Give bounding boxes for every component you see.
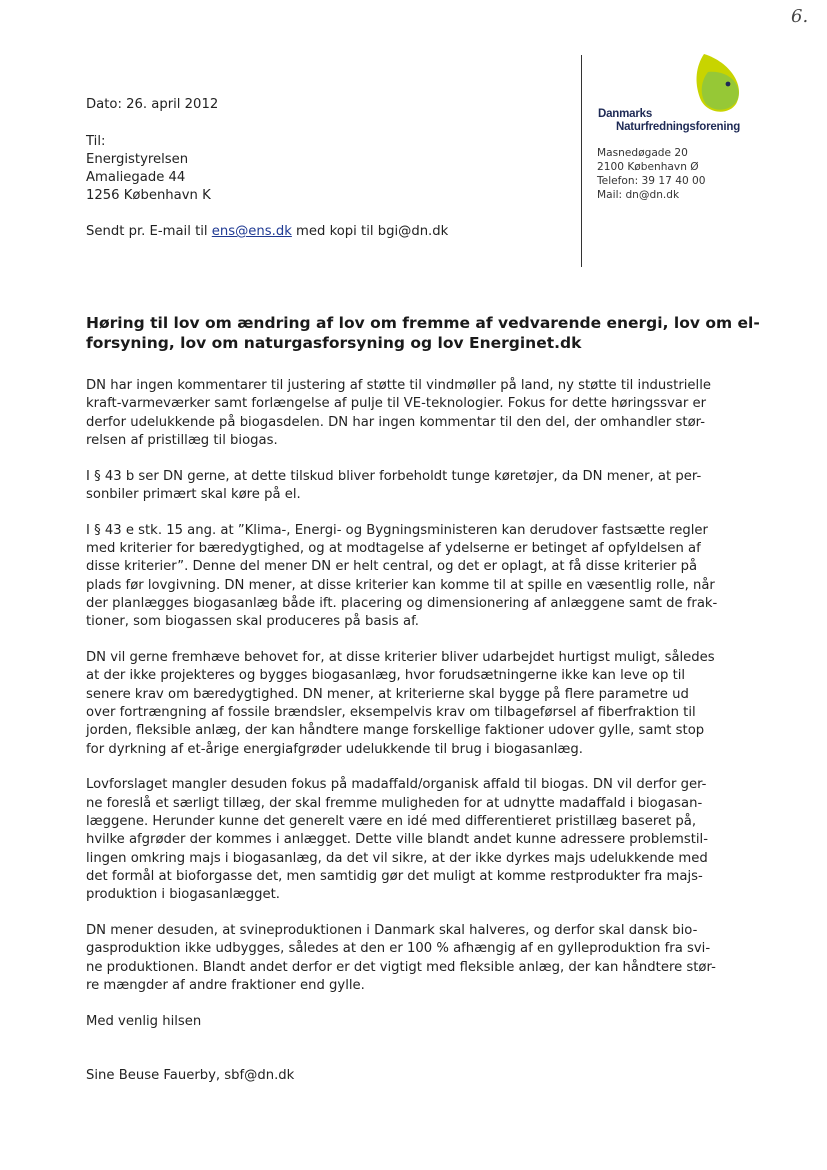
- title-line: forsyning, lov om naturgasforsyning og lov Energinet.dk: [86, 334, 582, 352]
- letter-body: [86, 377, 768, 1103]
- recipient-to-label: Til:: [86, 134, 106, 149]
- text-line: DN mener desuden, at svineproduktionen i Danmark skal halveres, og derfor skal dansk bio-: [86, 922, 698, 938]
- text-line: med kriterier for bæredygtighed, og at modtagelse af ydelserne er betinget af opfyldelsen af: [86, 541, 701, 557]
- text-line: der planlægges biogasanlæg både ift. placering og dimensionering af anlæggene samt de frak-: [86, 595, 718, 611]
- organization-name-line1: Danmarks: [598, 108, 653, 120]
- text-line: jorden, fleksible anlæg, der kan håndtere mange forskellige faktioner udover gylle, samt stop: [86, 723, 705, 739]
- paragraph: [86, 922, 768, 995]
- text-line: hvilke afgrøder der kommes i anlægget. Dette ville blandt andet kunne adressere problemstil-: [86, 832, 708, 848]
- organization-mail: Mail: dn@dn.dk: [597, 189, 680, 201]
- organization-city: 2100 København Ø: [597, 161, 699, 173]
- text-line: produktion i biogasanlægget.: [86, 887, 280, 903]
- text-line: det formål at bioforgasse det, men samtidig gør det muligt at komme restprodukter fra majs-: [86, 868, 703, 884]
- date-line: Dato: 26. april 2012: [86, 97, 219, 112]
- text-line: ne produktionen. Blandt andet derfor er det vigtigt med fleksible anlæg, der kan håndtere stør-: [86, 959, 716, 975]
- organization-address: Masnedøgade 20: [597, 147, 688, 159]
- email-link[interactable]: ens@ens.dk: [211, 224, 292, 239]
- recipient-block: [86, 133, 211, 205]
- text-line: over fortrængning af fossile brændsler, eksempelvis krav om tilbageførsel af fiberfraktion til: [86, 704, 696, 720]
- closing: Med venlig hilsen: [86, 1013, 202, 1029]
- text-line: Lovforslaget mangler desuden fokus på madaffald/organisk affald til biogas. DN vil derfor ger-: [86, 777, 707, 793]
- text-line: læggene. Herunder kunne det generelt være en idé med differentieret pristillæg baseret på,: [86, 813, 697, 829]
- text-line: DN har ingen kommentarer til justering af støtte til vindmøller på land, ny støtte til industrielle: [86, 378, 711, 393]
- recipient-name: Energistyrelsen: [86, 152, 189, 167]
- letter-title: [86, 313, 766, 353]
- paragraph: [86, 776, 768, 904]
- organization-contact: [597, 146, 706, 202]
- text-line: ne foreslå et særligt tillæg, der skal fremme muligheden for at udnytte madaffald i biogasan-: [86, 795, 703, 811]
- signature: Sine Beuse Fauerby, sbf@dn.dk: [86, 1067, 295, 1083]
- sent-suffix: med kopi til bgi@dn.dk: [291, 224, 449, 239]
- paragraph: [86, 522, 768, 632]
- text-line: disse kriterier”. Denne del mener DN er helt central, og det er oplagt, at få disse kriterier på: [86, 559, 698, 575]
- sent-line: [86, 223, 448, 241]
- text-line: at der ikke projekteres og bygges biogasanlæg, hvor forudsætningerne ikke kan leve op til: [86, 668, 686, 684]
- organization-name: [598, 108, 740, 134]
- text-line: gasproduktion ikke udbygges, således at den er 100 % afhængig af en gylleproduktion fra svi-: [86, 941, 711, 957]
- paragraph: [86, 649, 768, 759]
- text-line: tioner, som biogassen skal produceres på basis af.: [86, 614, 419, 630]
- text-line: for dyrkning af et-årige energiafgrøder udelukkende til brug i biogasanlæg.: [86, 741, 583, 757]
- recipient-street: Amaliegade 44: [86, 170, 186, 185]
- text-line: re mængder af andre fraktioner end gylle.: [86, 977, 365, 993]
- organization-name-line2: Naturfredningsforening: [616, 121, 741, 133]
- paragraph: [86, 377, 768, 450]
- text-line: plads før lovgivning. DN mener, at disse kriterier kan komme til at spille en væsentlig rolle, når: [86, 577, 715, 593]
- text-line: DN vil gerne fremhæve behovet for, at disse kriterier bliver udarbejdet hurtigst muligt, således: [86, 650, 715, 666]
- text-line: lingen omkring majs i biogasanlæg, da det vil sikre, at der ikke dyrkes majs udelukkende med: [86, 850, 708, 866]
- text-line: I § 43 e stk. 15 ang. at ”Klima-, Energi- og Bygningsministeren kan derudover fastsætte regler: [86, 522, 708, 538]
- organization-phone: Telefon: 39 17 40 00: [597, 175, 706, 187]
- title-line: Høring til lov om ændring af lov om fremme af vedvarende energi, lov om el-: [86, 314, 760, 332]
- paragraph: [86, 468, 768, 505]
- page-number: 6.: [791, 6, 809, 27]
- text-line: kraft-varmeværker samt forlængelse af pulje til VE-teknologier. Fokus for dette høringssvar er: [86, 396, 707, 412]
- text-line: I § 43 b ser DN gerne, at dette tilskud bliver forbeholdt tunge køretøjer, da DN mener, at per-: [86, 468, 702, 484]
- text-line: sonbiler primært skal køre på el.: [86, 486, 301, 502]
- sent-prefix: Sendt pr. E-mail til: [86, 224, 212, 239]
- text-line: derfor udelukkende på biogasdelen. DN har ingen kommentar til den del, der omhandler stør-: [86, 414, 705, 430]
- text-line: relsen af pristillæg til biogas.: [86, 432, 278, 448]
- header-divider: [581, 55, 582, 267]
- text-line: senere krav om bæredygtighed. DN mener, at kriterierne skal bygge på flere parametre ud: [86, 686, 689, 702]
- recipient-city: 1256 København K: [86, 188, 211, 203]
